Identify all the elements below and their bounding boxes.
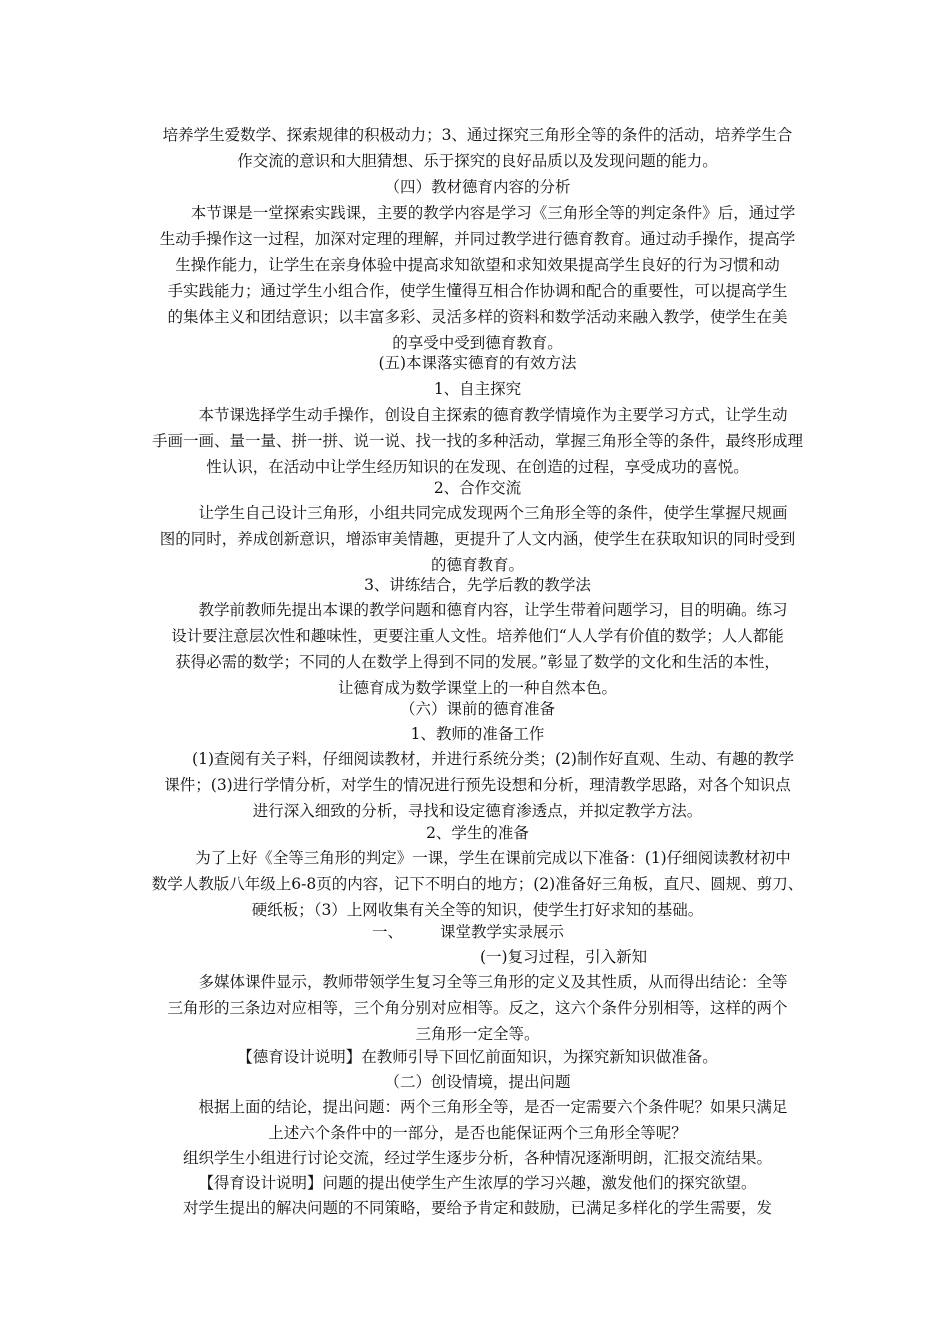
paragraph-five-3 [140,597,815,701]
heading-six-2: 2、学生的准备 [426,824,529,842]
text-line: 课件；(3)进行学情分析，对学生的情况进行预先设想和分析，理清教学思路，对各个知识点 [164,776,791,794]
text-line: 手实践能力；通过学生小组合作，使学生懂得互相合作协调和配合的重要性，可以提高学生 [167,282,788,300]
text-line: 图的同时，养成创新意识，增添审美情趣，更提升了人文内涵，使学生在获取知识的同时受到 [159,530,796,548]
text-line: 让德育成为数学课堂上的一种自然本色。 [337,679,617,697]
paragraph-sub-one [140,969,815,1047]
text-line: (1)查阅有关子料，仔细阅读教材，并进行系统分类；(2)制作好直观、生动、有趣的教学 [192,750,794,768]
text-line: 三角形的三条边对应相等，三个角分别对应相等。反之，这六个条件分别相等，这样的两个 [167,999,788,1017]
paragraph-five-1 [140,402,815,480]
text-line: 教学前教师先提出本课的教学问题和德育内容，让学生带着问题学习，目的明确。练习 [198,601,788,619]
paragraph-five-2 [140,500,815,578]
text-line: 进行深入细致的分析，寻找和设定德育渗透点，并拟定教学方法。 [252,802,703,820]
text-line: 培养学生爱数学、探索规律的积极动力；3、通过探究三角形全等的条件的活动，培养学生合 [162,126,793,144]
text-line: 多媒体课件显示，教师带领学生复习全等三角形的定义及其性质，从而得出结论：全等 [198,973,788,991]
paragraph-sub-two-b: 组织学生小组进行讨论交流，经过学生逐步分析，各种情况逐渐明朗，汇报交流结果。 [182,1149,772,1167]
section-title: 课堂教学实录展示 [440,923,565,941]
heading-six-1: 1、教师的准备工作 [410,725,545,743]
text-line: 的集体主义和团结意识；以丰富多彩、灵活多样的资料和数学活动来融入教学，使学生在美 [167,308,788,326]
heading-sub-two: （二）创设情境，提出问题 [384,1073,571,1091]
text-line: 的德育教育。 [430,556,524,574]
heading-five-1: 1、自主探究 [433,380,522,398]
text-line: 手画一画、量一量、拼一拼、说一说、找一找的多种活动，掌握三角形全等的条件，最终形成理 [151,432,803,450]
text-line: 的享受中受到德育教育。 [392,334,563,352]
text-line: 生动手操作这一过程，加深对定理的理解，并同过教学进行德育教育。通过动手操作，提高学 [159,230,796,248]
heading-five-3: 3、讲练结合，先学后教的教学法 [364,576,591,594]
text-line: 数学人教版八年级上6-8页的内容，记下不明白的地方；(2)准备好三角板，直尺、圆规、剪刀、 [151,875,804,893]
text-line: 设计要注意层次性和趣味性，更要注重人文性。培养他们“人人学有价值的数学；人人都能 [171,627,784,645]
design-note-one: 【德育设计说明】在教师引导下回忆前面知识，为探究新知识做准备。 [237,1048,718,1066]
heading-five-2: 2、合作交流 [433,479,522,497]
section-number: 一、 [372,923,404,941]
paragraph-six-1 [140,746,815,824]
paragraph-sub-two-a [140,1094,815,1146]
text-line: 生操作能力，让学生在亲身体验中提高求知欲望和求知效果提高学生良好的行为习惯和动 [175,256,780,274]
text-line: 获得必需的数学；不同的人在数学上得到不同的发展。”彰显了数学的文化和生活的本性， [175,653,780,671]
heading-four: （四）教材德育内容的分析 [384,178,571,196]
text-line: 硬纸板；（3）上网收集有关全等的知识，使学生打好求知的基础。 [251,901,704,919]
paragraph-four [140,200,815,356]
text-line: 让学生自己设计三角形，小组共同完成发现两个三角形全等的条件，使学生掌握尺规画 [198,504,788,522]
heading-five: (五)本课落实德育的有效方法 [378,354,577,372]
heading-section-one [140,919,815,945]
text-line: 上述六个条件中的一部分，是否也能保证两个三角形全等呢？ [268,1124,687,1142]
text-line: 三角形一定全等。 [415,1025,540,1043]
text-line: 本节课选择学生动手操作，创设自主探索的德育教学情境作为主要学习方式，让学生动 [198,406,788,424]
text-line: 性认识，在活动中让学生经历知识的在发现、在创造的过程，享受成功的喜悦。 [206,458,749,476]
paragraph-six-2 [140,845,815,923]
design-note-two: 【得育设计说明】问题的提出使学生产生浓厚的学习兴趣，激发他们的探究欲望。 [198,1174,757,1192]
heading-sub-one: (一)复习过程，引入新知 [480,948,648,966]
paragraph-last: 对学生提出的解决问题的不同策略，要给予肯定和鼓励，已满足多样化的学生需要，发 [182,1199,772,1217]
text-line: 根据上面的结论，提出问题：两个三角形全等，是否一定需要六个条件呢？如果只满足 [198,1098,788,1116]
text-line: 为了上好《全等三角形的判定》一课，学生在课前完成以下准备：(1)仔细阅读教材初中 [195,849,791,867]
heading-six: （六）课前的德育准备 [399,700,555,718]
text-line: 作交流的意识和大胆猜想、乐于探究的良好品质以及发现问题的能力。 [237,152,718,170]
text-line: 本节课是一堂探索实践课，主要的教学内容是学习《三角形全等的判定条件》后，通过学 [190,204,796,222]
intro-paragraph [140,122,815,174]
